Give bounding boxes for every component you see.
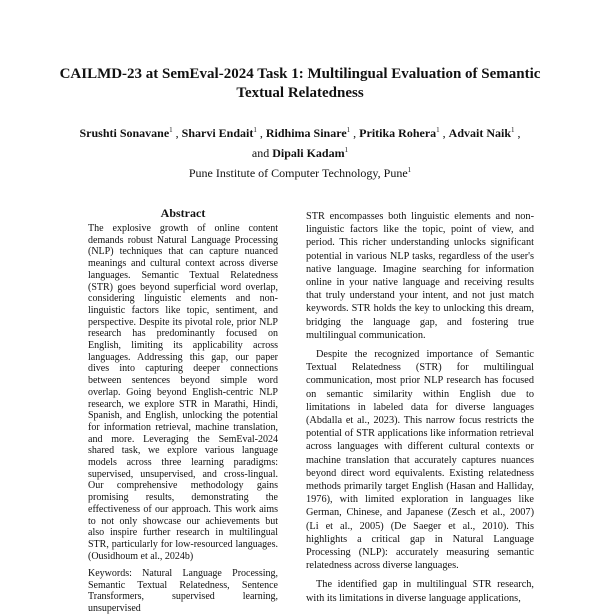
author: Srushti Sonavane$^1$ , — [79, 126, 182, 140]
intro-column — [306, 210, 534, 611]
intro-paragraph-2: Despite the recognized importance of Semantic Textual Relatedness (STR) for multilingual communication, most prior NLP research has focused on semantic similarity within English due to limitations in labeled data for diverse languages (Abdalla et al., 2023). This narrow focus restricts the potential of STR applications like information retrieval across languages with different cultural contexts or machine translation that accurately captures nuances beyond direct word equivalents. Existing relatedness methods primarily target English (Hasan and Halliday, 1976), with limited exploration in languages like German, Chinese, and Japanese (Zesch et al., 2007) (Li et al., 2005) (De Saeger et al., 2010). This highlights a critical gap in Natural Language Processing (NLP): accurately measuring semantic relatedness across diverse languages. — [306, 349, 534, 572]
and-word: and — [251, 146, 270, 160]
author: Advait Naik$^1$ , — [448, 126, 521, 140]
author: Dipali Kadam$^1$ — [272, 146, 349, 160]
affiliation: Pune Institute of Computer Technology, Pune$^1$ — [188, 166, 412, 180]
abstract-heading: Abstract — [160, 206, 206, 220]
paper-title: CAILMD-23 at SemEval-2024 Task 1: Multilingual Evaluation of Semantic Textual Relatedness — [59, 66, 541, 101]
abstract-text: The explosive growth of online content demands robust Natural Language Processing (NLP) techniques that can capture nuanced meanings and cultural context across diverse languages. Semantic Textual Relatedness (STR) goes beyond superficial word overlap, considering linguistic elements and non-linguistic factors like topic, sentiment, and perspective. Despite its pivotal role, prior NLP research has predominantly focused on English, limiting its applicability across languages. Addressing this gap, our paper dives into capturing deeper connections between sentences beyond simple word overlap. Going beyond English-centric NLP research, we explore STR in Marathi, Hindi, Spanish, and English, unlocking the potential for information retrieval, machine translation, and more. Leveraging the SemEval-2024 shared task, we explore various language models across three learning paradigms: supervised, unsupervised, and cross-lingual. Our comprehensive methodology gains promising results, demonstrating the effectiveness of our approach. This work aims to not only showcase our achievements but also inspire further research in multilingual STR, particularly for low-resourced languages. (Ousidhoum et al., 2024b) — [88, 223, 278, 562]
author-block — [40, 122, 560, 182]
intro-paragraph-3: The identified gap in multilingual STR research, with its limitations in diverse language applications, — [306, 579, 534, 604]
intro-paragraph-1: STR encompasses both linguistic elements and non-linguistic factors like the topic, point of view, and period. This richer understanding unlocks significant potential in various NLP tasks, regardless of the user's native language. Imagine searching for information online in your native language and receiving results that truly understand your intent, and not just match keywords. STR holds the key to unlocking this dream, bridging the language gap, and fostering true multilingual communication. — [306, 211, 534, 341]
author: Sharvi Endait$^1$ , — [181, 126, 266, 140]
keywords: Keywords: Natural Language Processing, Semantic Textual Relatedness, Sentence Transformers, supervised learning, unsupervised — [88, 568, 278, 615]
author: Pritika Rohera$^1$ , — [359, 126, 449, 140]
author: Ridhima Sinare$^1$ , — [265, 126, 360, 140]
